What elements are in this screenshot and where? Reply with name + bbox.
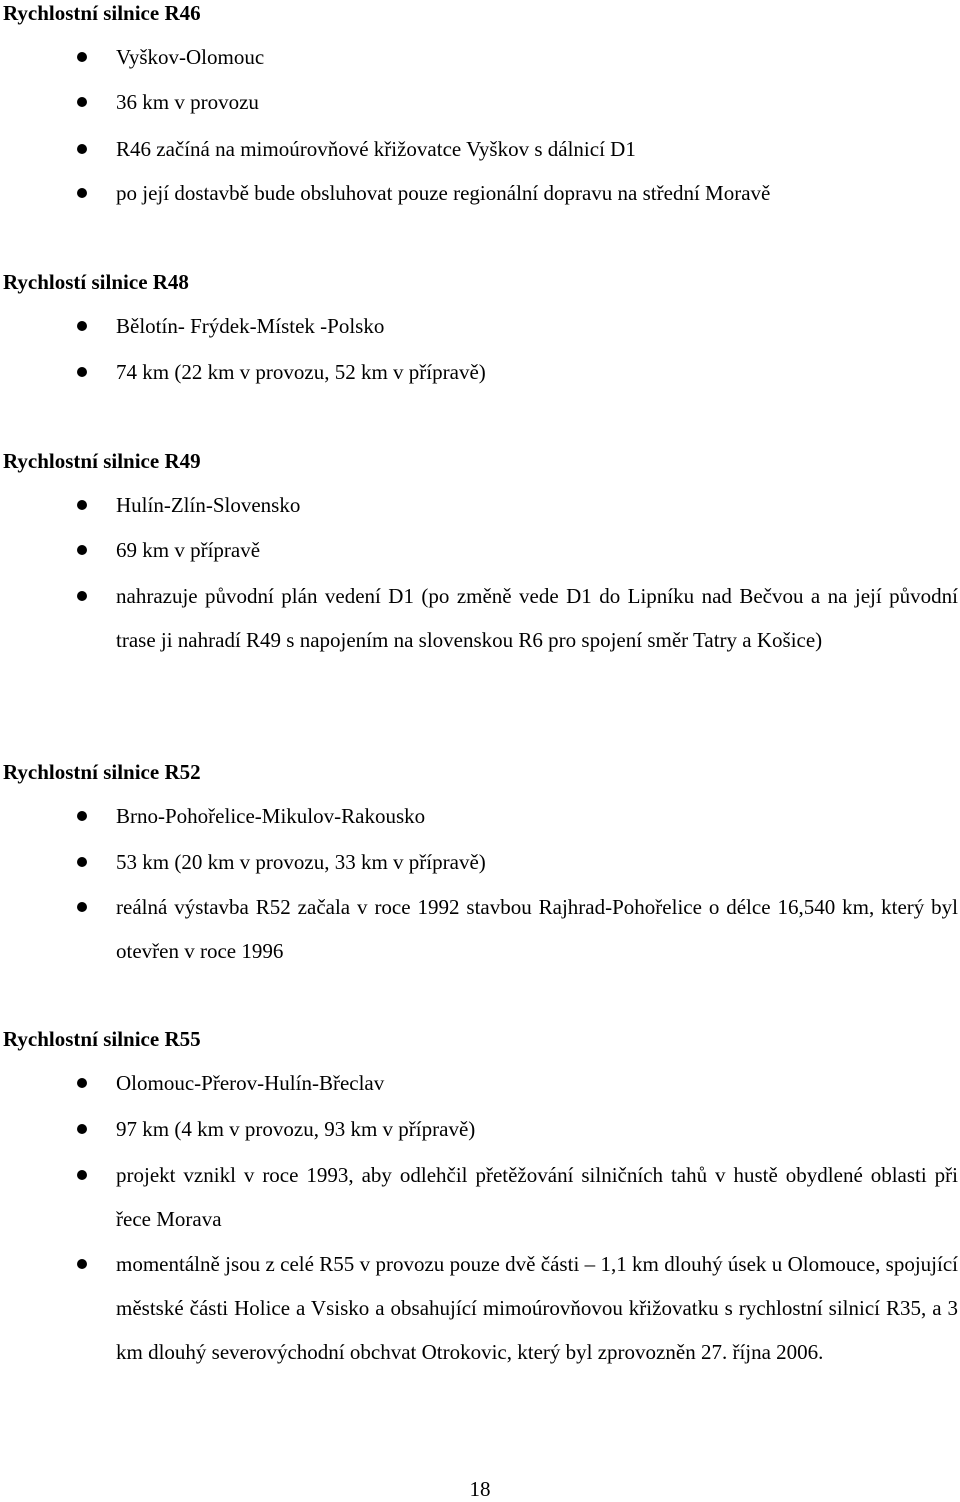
bullet-icon bbox=[77, 52, 87, 62]
bullet-icon bbox=[77, 500, 87, 510]
list-item bbox=[116, 1107, 958, 1151]
list-item bbox=[116, 1153, 958, 1241]
list-item-text: 97 km (4 km v provozu, 93 km v přípravě) bbox=[116, 1117, 476, 1141]
list-item bbox=[116, 350, 958, 394]
bullet-icon bbox=[77, 188, 87, 198]
section-heading-r52: Rychlostní silnice R52 bbox=[3, 760, 201, 784]
bullet-icon bbox=[77, 857, 87, 867]
section-heading-r46: Rychlostní silnice R46 bbox=[3, 1, 201, 25]
bullet-icon bbox=[77, 591, 87, 601]
list-item-text: nahrazuje původní plán vedení D1 (po změně vede D1 do Lipníku nad Bečvou a na její původní trase ji nahradí R49 s napojením na slovenskou R6 pro spojení směr Tatry a Košice) bbox=[116, 584, 958, 652]
section-heading-r48: Rychlostí silnice R48 bbox=[3, 270, 189, 294]
list-item-text: Brno-Pohořelice-Mikulov-Rakousko bbox=[116, 804, 426, 828]
bullet-icon bbox=[77, 97, 87, 107]
list-item bbox=[116, 35, 958, 79]
list-item-text: 53 km (20 km v provozu, 33 km v přípravě) bbox=[116, 850, 486, 874]
bullet-icon bbox=[77, 1124, 87, 1134]
bullet-icon bbox=[77, 811, 87, 821]
list-item bbox=[116, 574, 958, 662]
list-item bbox=[116, 171, 958, 215]
list-item-text: Hulín-Zlín-Slovensko bbox=[116, 493, 301, 517]
list-item bbox=[116, 528, 958, 572]
list-item-text: momentálně jsou z celé R55 v provozu pouze dvě části – 1,1 km dlouhý úsek u Olomouce, spojující městské části Holice a Vsisko a obsahující mimoúrovňovou křižovatku s rychlostní silnicí R35, a 3 km dlouhý severovýchodní obchvat Otrokovic, který byl zprovozněn 27. října 2006. bbox=[116, 1252, 958, 1364]
bullet-icon bbox=[77, 367, 87, 377]
list-item-text: Vyškov-Olomouc bbox=[116, 45, 265, 69]
bullet-icon bbox=[77, 902, 87, 912]
list-item-text: projekt vznikl v roce 1993, aby odlehčil přetěžování silničních tahů v hustě obydlené oblasti při řece Morava bbox=[116, 1163, 958, 1231]
section-heading-r49: Rychlostní silnice R49 bbox=[3, 449, 201, 473]
page-number: 18 bbox=[469, 1477, 491, 1501]
section-heading-r55: Rychlostní silnice R55 bbox=[3, 1027, 201, 1051]
list-item bbox=[116, 483, 958, 527]
list-item bbox=[116, 304, 958, 348]
list-item-text: Olomouc-Přerov-Hulín-Břeclav bbox=[116, 1071, 385, 1095]
list-item-text: reálná výstavba R52 začala v roce 1992 stavbou Rajhrad-Pohořelice o délce 16,540 km, který byl otevřen v roce 1996 bbox=[116, 895, 958, 963]
list-item bbox=[116, 840, 958, 884]
list-item-text: po její dostavbě bude obsluhovat pouze regionální dopravu na střední Moravě bbox=[116, 181, 771, 205]
list-item-text: Bělotín- Frýdek-Místek -Polsko bbox=[116, 314, 385, 338]
bullet-icon bbox=[77, 144, 87, 154]
list-item bbox=[116, 127, 958, 171]
list-item bbox=[116, 1242, 958, 1374]
list-item bbox=[116, 885, 958, 973]
bullet-icon bbox=[77, 1259, 87, 1269]
bullet-icon bbox=[77, 1170, 87, 1180]
bullet-icon bbox=[77, 1078, 87, 1088]
list-item-text: R46 začíná na mimoúrovňové křižovatce Vyškov s dálnicí D1 bbox=[116, 137, 636, 161]
list-item-text: 69 km v přípravě bbox=[116, 538, 261, 562]
list-item bbox=[116, 794, 958, 838]
list-item-text: 36 km v provozu bbox=[116, 90, 259, 114]
bullet-icon bbox=[77, 321, 87, 331]
list-item bbox=[116, 1061, 958, 1105]
list-item bbox=[116, 80, 958, 124]
bullet-icon bbox=[77, 545, 87, 555]
list-item-text: 74 km (22 km v provozu, 52 km v přípravě) bbox=[116, 360, 486, 384]
